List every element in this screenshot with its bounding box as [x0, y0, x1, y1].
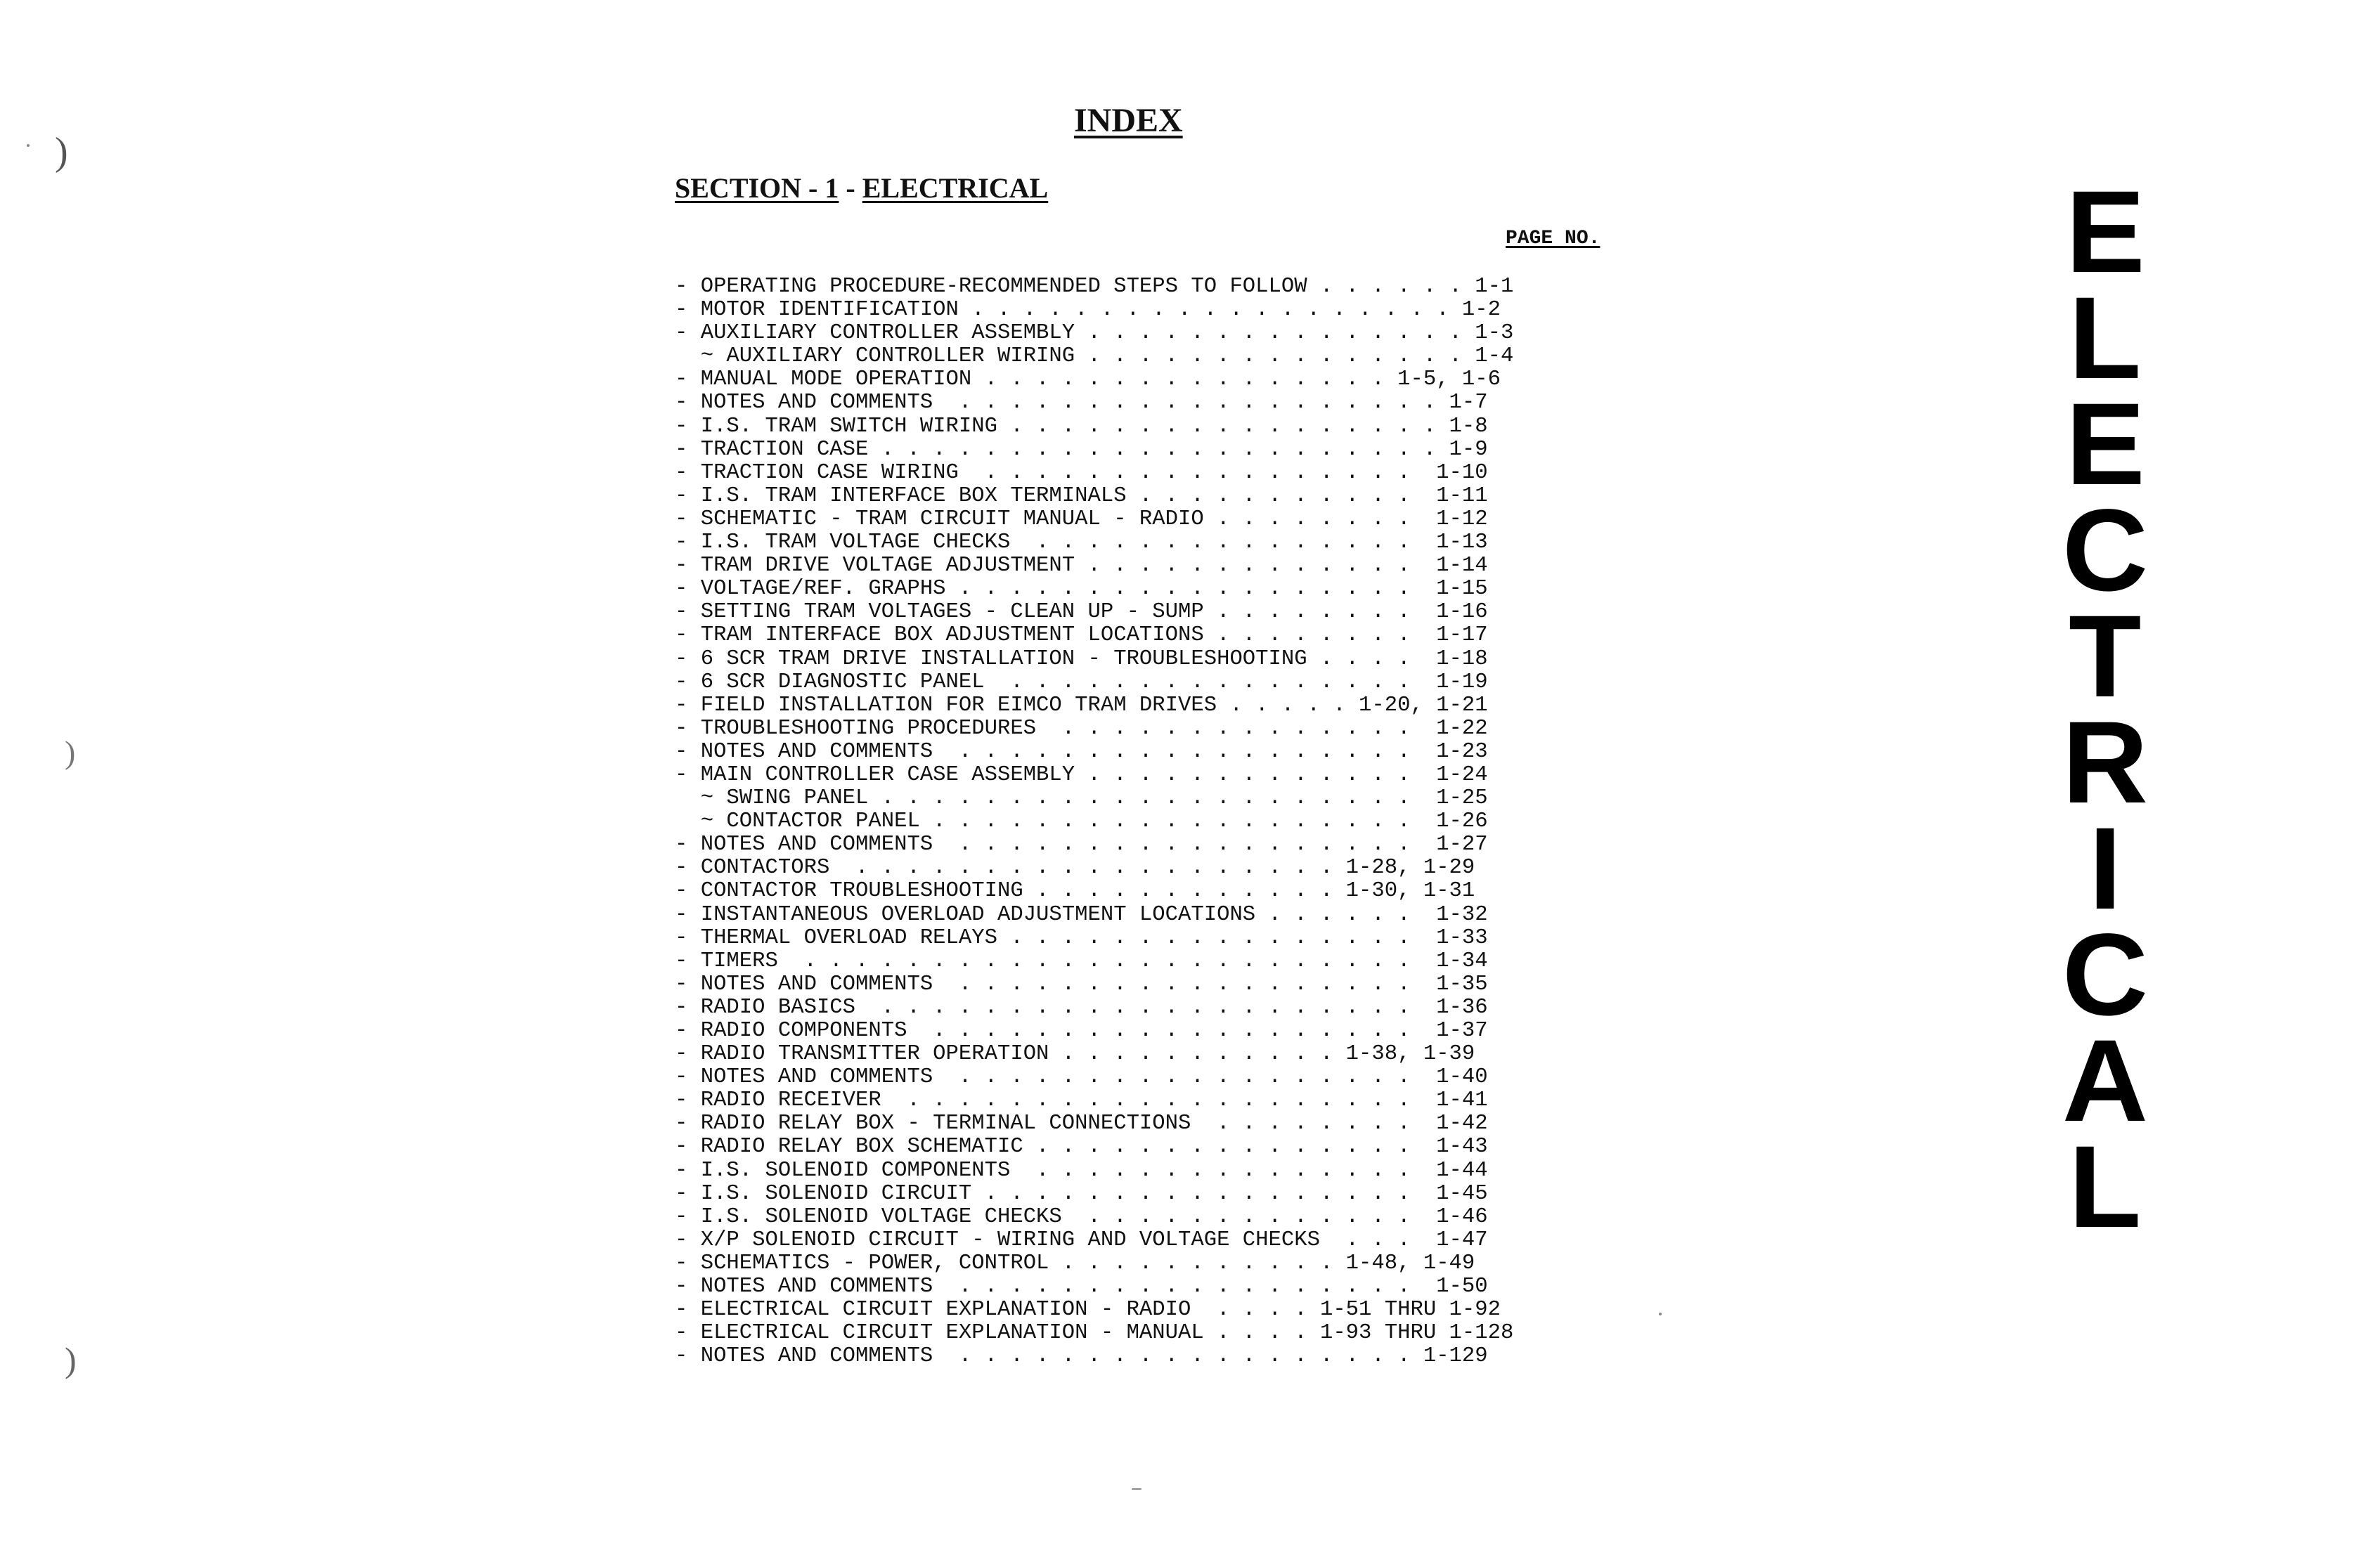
toc-entry: - ELECTRICAL CIRCUIT EXPLANATION - MANUAL . . . . 1-93 THRU 1-128 — [675, 1321, 1514, 1346]
section-tab-vertical-label — [2049, 167, 2161, 1252]
toc-entry: - AUXILIARY CONTROLLER ASSEMBLY . . . . . . . . . . . . . . . 1-3 — [675, 321, 1514, 346]
side-tab-letter: E — [2065, 167, 2145, 297]
section-separator: - — [839, 172, 862, 204]
toc-entry: ~ AUXILIARY CONTROLLER WIRING . . . . . . . . . . . . . . . 1-4 — [675, 344, 1514, 369]
toc-entry: - MAIN CONTROLLER CASE ASSEMBLY . . . . . . . . . . . . . 1-24 — [675, 762, 1488, 787]
toc-entry: - TIMERS . . . . . . . . . . . . . . . . . . . . . . . . 1-34 — [675, 949, 1488, 973]
toc-entry: - NOTES AND COMMENTS . . . . . . . . . . . . . . . . . . 1-129 — [675, 1344, 1488, 1369]
table-of-contents — [675, 275, 1603, 1368]
toc-entry: - TROUBLESHOOTING PROCEDURES . . . . . . . . . . . . . . 1-22 — [675, 716, 1488, 741]
toc-entry: - TRAM DRIVE VOLTAGE ADJUSTMENT . . . . . . . . . . . . . 1-14 — [675, 554, 1488, 578]
binder-hole-mark: ) — [65, 1340, 77, 1379]
section-name: ELECTRICAL — [862, 172, 1049, 204]
toc-entry: - 6 SCR DIAGNOSTIC PANEL . . . . . . . . . . . . . . . . 1-19 — [675, 670, 1488, 694]
toc-entry: - TRACTION CASE . . . . . . . . . . . . . . . . . . . . . . 1-9 — [675, 437, 1488, 462]
toc-entry: - NOTES AND COMMENTS . . . . . . . . . . . . . . . . . . 1-35 — [675, 972, 1488, 996]
toc-entry: - RADIO COMPONENTS . . . . . . . . . . . . . . . . . . . 1-37 — [675, 1019, 1488, 1043]
side-tab-letter: A — [2062, 1016, 2149, 1146]
toc-entry: - RADIO RELAY BOX SCHEMATIC . . . . . . . . . . . . . . . 1-43 — [675, 1135, 1488, 1159]
toc-entry: - NOTES AND COMMENTS . . . . . . . . . . . . . . . . . . 1-27 — [675, 833, 1488, 857]
toc-entry: - NOTES AND COMMENTS . . . . . . . . . . . . . . . . . . . 1-7 — [675, 391, 1488, 415]
side-tab-letter: I — [2088, 804, 2122, 934]
page-number-column-header: PAGE NO. — [1506, 228, 1600, 249]
side-tab-letter: C — [2062, 486, 2149, 616]
side-tab-letter: E — [2065, 379, 2145, 509]
toc-entry: - CONTACTOR TROUBLESHOOTING . . . . . . . . . . . . 1-30, 1-31 — [675, 879, 1475, 904]
toc-entry: - 6 SCR TRAM DRIVE INSTALLATION - TROUBLESHOOTING . . . . 1-18 — [675, 646, 1488, 671]
toc-entry: - SCHEMATIC - TRAM CIRCUIT MANUAL - RADIO . . . . . . . . 1-12 — [675, 507, 1488, 531]
toc-entry: - X/P SOLENOID CIRCUIT - WIRING AND VOLTAGE CHECKS . . . 1-47 — [675, 1228, 1488, 1252]
toc-entry: - MOTOR IDENTIFICATION . . . . . . . . . . . . . . . . . . . 1-2 — [675, 298, 1501, 323]
toc-entry: - FIELD INSTALLATION FOR EIMCO TRAM DRIVES . . . . . 1-20, 1-21 — [675, 693, 1488, 717]
toc-entry: - RADIO RELAY BOX - TERMINAL CONNECTIONS . . . . . . . . 1-42 — [675, 1112, 1488, 1136]
toc-entry: - RADIO TRANSMITTER OPERATION . . . . . . . . . . . 1-38, 1-39 — [675, 1042, 1475, 1067]
toc-entry: - TRAM INTERFACE BOX ADJUSTMENT LOCATIONS . . . . . . . . 1-17 — [675, 623, 1488, 648]
toc-entry: ~ SWING PANEL . . . . . . . . . . . . . . . . . . . . . 1-25 — [675, 786, 1488, 811]
toc-entry: - CONTACTORS . . . . . . . . . . . . . . . . . . . 1-28, 1-29 — [675, 856, 1475, 880]
toc-entry: - VOLTAGE/REF. GRAPHS . . . . . . . . . . . . . . . . . . 1-15 — [675, 577, 1488, 602]
section-number: SECTION - 1 — [675, 172, 839, 204]
toc-entry: - NOTES AND COMMENTS . . . . . . . . . . . . . . . . . . 1-50 — [675, 1275, 1488, 1299]
toc-entry: - I.S. TRAM VOLTAGE CHECKS . . . . . . . . . . . . . . . 1-13 — [675, 531, 1488, 555]
toc-entry: - SCHEMATICS - POWER, CONTROL . . . . . . . . . . . 1-48, 1-49 — [675, 1251, 1475, 1275]
toc-entry: - I.S. TRAM SWITCH WIRING . . . . . . . . . . . . . . . . . 1-8 — [675, 414, 1488, 438]
toc-entry: - RADIO RECEIVER . . . . . . . . . . . . . . . . . . . . 1-41 — [675, 1088, 1488, 1113]
toc-entry: - I.S. TRAM INTERFACE BOX TERMINALS . . . . . . . . . . . 1-11 — [675, 483, 1488, 508]
toc-entry: - I.S. SOLENOID COMPONENTS . . . . . . . . . . . . . . . 1-44 — [675, 1158, 1488, 1183]
scan-speck — [1132, 1488, 1142, 1490]
toc-entry: - ELECTRICAL CIRCUIT EXPLANATION - RADIO . . . . 1-51 THRU 1-92 — [675, 1298, 1501, 1322]
toc-entry: - THERMAL OVERLOAD RELAYS . . . . . . . . . . . . . . . . 1-33 — [675, 925, 1488, 950]
side-tab-letter: L — [2069, 1122, 2142, 1252]
binder-hole-mark: ) — [65, 734, 76, 770]
side-tab-letter: L — [2069, 273, 2142, 403]
side-tab-letter: R — [2062, 698, 2149, 828]
section-heading — [675, 174, 1048, 202]
scan-speck — [1659, 1313, 1662, 1315]
toc-entry: - I.S. SOLENOID CIRCUIT . . . . . . . . . . . . . . . . . 1-45 — [675, 1181, 1488, 1206]
toc-entry: - SETTING TRAM VOLTAGES - CLEAN UP - SUMP . . . . . . . . 1-16 — [675, 600, 1488, 625]
side-tab-letter: T — [2069, 592, 2142, 722]
toc-entry: - NOTES AND COMMENTS . . . . . . . . . . . . . . . . . . 1-40 — [675, 1065, 1488, 1090]
toc-entry: ~ CONTACTOR PANEL . . . . . . . . . . . . . . . . . . . 1-26 — [675, 809, 1488, 834]
toc-entry: - TRACTION CASE WIRING . . . . . . . . . . . . . . . . . 1-10 — [675, 460, 1488, 485]
page-title: INDEX — [1074, 102, 1183, 139]
toc-entry: - NOTES AND COMMENTS . . . . . . . . . . . . . . . . . . 1-23 — [675, 739, 1488, 764]
side-tab-letter: C — [2062, 910, 2149, 1040]
toc-entry: - MANUAL MODE OPERATION . . . . . . . . . . . . . . . . 1-5, 1-6 — [675, 368, 1501, 392]
toc-entry: - I.S. SOLENOID VOLTAGE CHECKS . . . . . . . . . . . . . 1-46 — [675, 1204, 1488, 1229]
scan-speck — [27, 144, 30, 147]
toc-entry: - OPERATING PROCEDURE-RECOMMENDED STEPS TO FOLLOW . . . . . . 1-1 — [675, 275, 1514, 299]
binder-hole-mark: ) — [55, 130, 68, 174]
toc-entry: - RADIO BASICS . . . . . . . . . . . . . . . . . . . . . 1-36 — [675, 995, 1488, 1020]
toc-entry: - INSTANTANEOUS OVERLOAD ADJUSTMENT LOCATIONS . . . . . . 1-32 — [675, 902, 1488, 927]
